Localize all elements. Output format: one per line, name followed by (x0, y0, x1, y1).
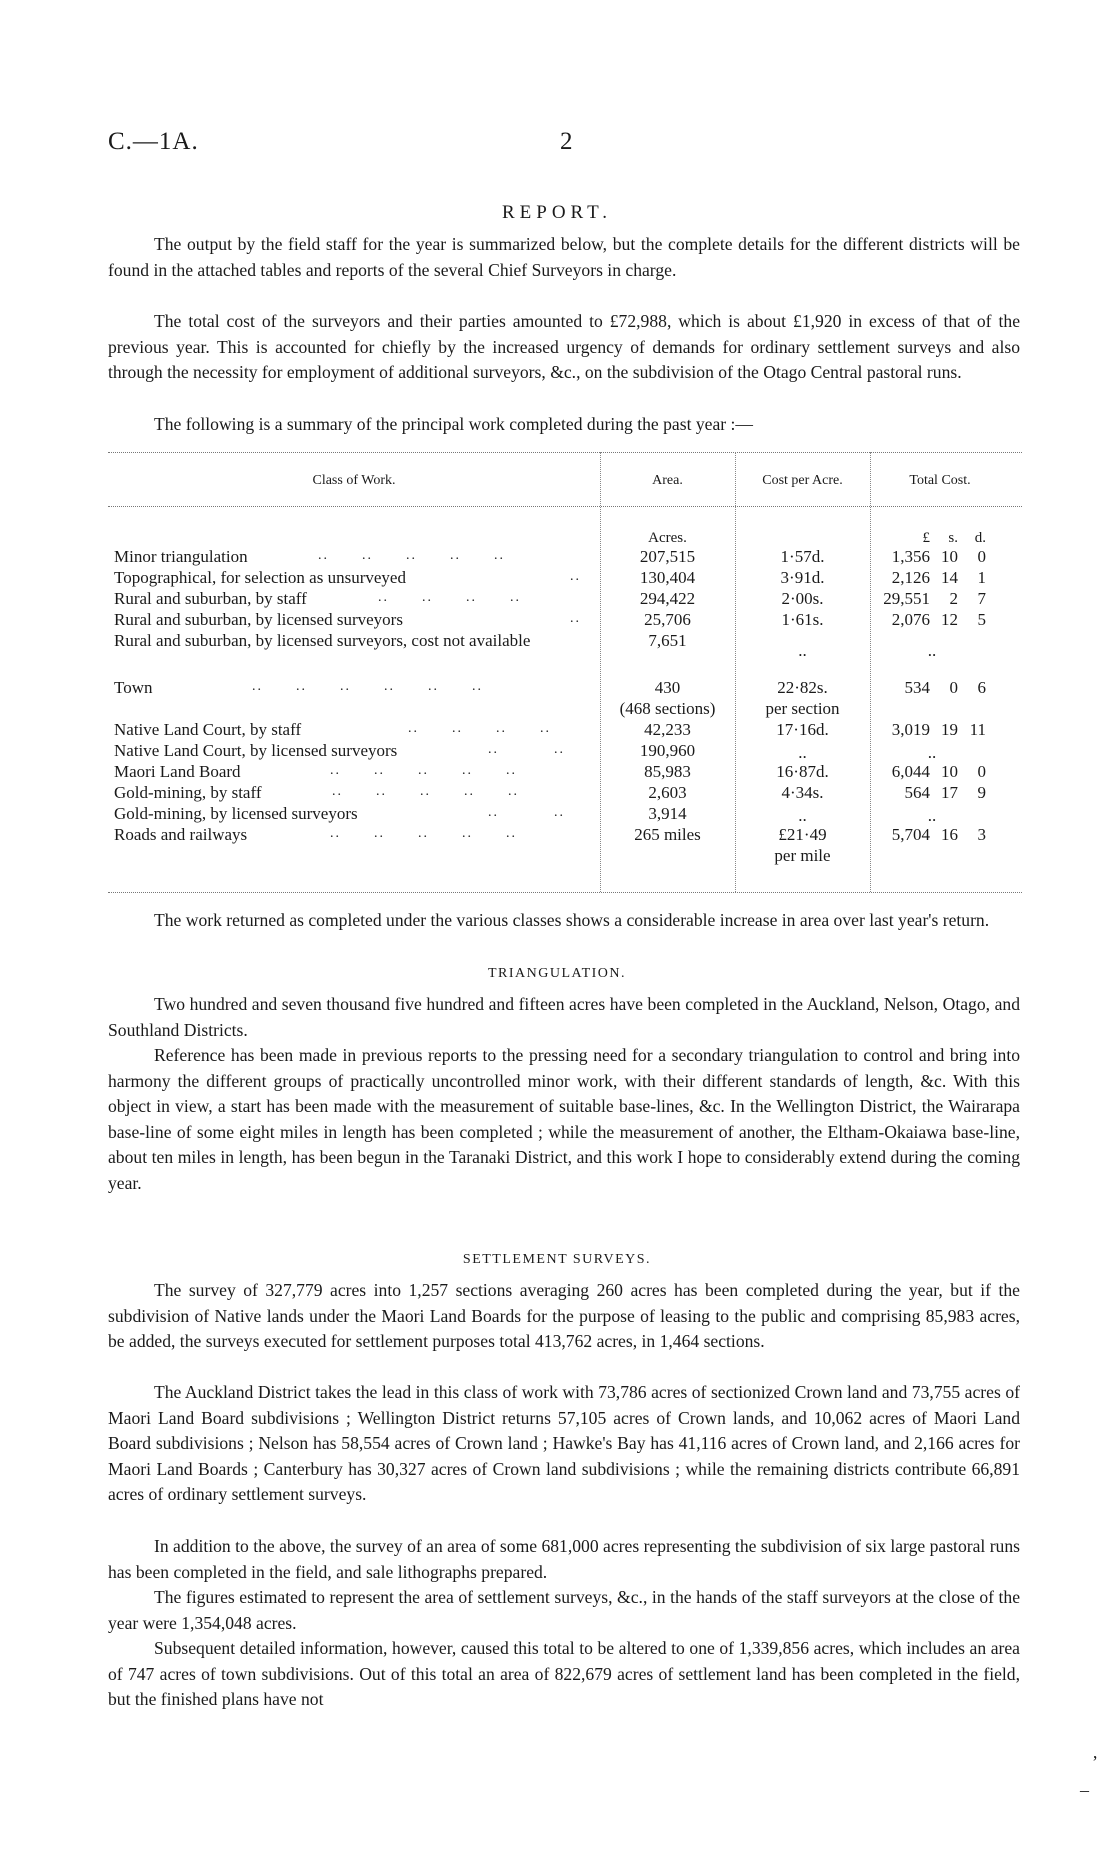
row-label: Town (114, 678, 153, 697)
row-cost: 16·87d. (776, 762, 829, 781)
row-total-pounds: 2,126 (891, 568, 930, 587)
header-cost-per-acre: Cost per Acre. (762, 473, 843, 488)
header-area: Area. (652, 473, 683, 488)
row-total-pence: 9 (977, 783, 986, 802)
row-area: 25,706 (644, 610, 691, 629)
row-total-pounds: 29,551 (883, 589, 930, 608)
row-area: 430 (654, 678, 681, 697)
row-cost: .. (798, 743, 807, 762)
margin-mark: ’ (1092, 1752, 1098, 1772)
row-total: .. (927, 743, 937, 762)
settlement-paragraph-2: The Auckland District takes the lead in this class of work with 73,786 acres of sectionized Crown land and 73,755 acres of Maori Land Board subdivisions ; Wellington District returns 57,105 acres of Crown lands, and 10,062 acres of Maori Land Board subdivisions ; Nelson has 58,554 acres of Crown land ; Hawke's Bay has 41,116 acres of Crown land, and 2,166 acres for Maori Land Boards ; Canterbury has 30,327 acres of Crown land subdivisions ; while the remaining districts contribute 66,891 acres of ordinary settlement surveys. (108, 1382, 1020, 1505)
row-area: 130,404 (639, 568, 696, 587)
document-reference: C.—1A. (108, 128, 199, 155)
row-cost: 3·91d. (780, 568, 825, 587)
leader-dots: .. .. .. .. .. (330, 826, 517, 841)
unit-pounds: £ (922, 530, 930, 546)
row-total-pounds: 1,356 (891, 547, 930, 566)
row-total-pence: 5 (977, 610, 986, 629)
row-label: Gold-mining, by staff (114, 783, 262, 802)
settlement-paragraph-4: The figures estimated to represent the area of settlement surveys, &c., in the hands of the staff surveyors at the close of the year were 1,354,048 acres. (108, 1587, 1020, 1633)
settlement-paragraph-3: In addition to the above, the survey of an area of some 681,000 acres representing the subdivision of six large pastoral runs has been completed in the field, and sale lithographs prepared. (108, 1536, 1020, 1582)
leader-dots: .. .. .. .. .. (332, 784, 519, 799)
header-class-of-work: Class of Work. (312, 473, 396, 488)
leader-dots: .. .. .. .. (408, 721, 551, 736)
row-cost: .. (798, 806, 807, 825)
row-total-shillings: 19 (941, 720, 958, 739)
row-label: Topographical, for selection as unsurveyed (114, 568, 406, 587)
leader-dots: .. .. .. .. .. .. (252, 679, 483, 694)
row-area: 85,983 (644, 762, 691, 781)
row-area-note: (468 sections) (619, 699, 716, 718)
row-total-pounds: 564 (904, 783, 930, 802)
settlement-paragraph-5: Subsequent detailed information, however, caused this total to be altered to one of 1,339,856 acres, which includes an area of 747 acres of town subdivisions. Out of this total an area of 822,679 acres of settlement land has been completed in the field, but the finished plans have not (108, 1638, 1020, 1710)
row-label: Roads and railways (114, 825, 248, 844)
row-total-pounds: 6,044 (891, 762, 930, 781)
row-cost: 1·61s. (781, 610, 824, 629)
row-total-shillings: 10 (941, 547, 958, 566)
row-total-pounds: 534 (904, 678, 930, 697)
row-label: Native Land Court, by staff (114, 720, 302, 739)
triangulation-paragraph-1: Two hundred and seven thousand five hundred and fifteen acres have been completed in the Auckland, Nelson, Otago, and Southland Districts. (108, 994, 1020, 1040)
row-label: Gold-mining, by licensed surveyors (114, 804, 358, 823)
row-total-pounds: 2,076 (891, 610, 930, 629)
row-total-shillings: 17 (941, 783, 958, 802)
row-total-shillings: 14 (941, 568, 958, 587)
table-bottom-rule (108, 892, 1022, 893)
table-top-rule (108, 452, 1022, 453)
leader-dots: .. (570, 611, 581, 626)
leader-dots: .. .. .. .. .. (330, 763, 517, 778)
margin-mark: – (1080, 1780, 1089, 1800)
row-area: 42,233 (644, 720, 691, 739)
row-total-pence: 3 (977, 825, 986, 844)
row-total-shillings: 10 (941, 762, 958, 781)
row-total-shillings: 12 (941, 610, 958, 629)
intro-paragraph-2: The total cost of the surveyors and their parties amounted to £72,988, which is about £1,920 in excess of that of the previous year. This is accounted for chiefly by the increased urgency of demands for ordinary settlement surveys and also through the necessity for employment of additional surveyors, &c., on the subdivision of the Otago Central pastoral runs. (108, 311, 1020, 383)
row-total-pounds: 5,704 (891, 825, 930, 844)
page-number: 2 (560, 128, 573, 155)
row-total-pence: 0 (977, 547, 986, 566)
row-cost: .. (798, 641, 807, 660)
row-area: 7,651 (648, 631, 687, 650)
row-total: .. (927, 641, 937, 660)
row-label: Rural and suburban, by licensed surveyors (114, 610, 403, 629)
section-heading-settlement-surveys: SETTLEMENT SURVEYS. (462, 1252, 652, 1267)
row-total-pence: 1 (977, 568, 986, 587)
intro-paragraph-3: The following is a summary of the principal work completed during the past year :— (154, 414, 754, 434)
row-cost: £21·49 (778, 825, 827, 844)
row-total-shillings: 16 (941, 825, 958, 844)
row-total-pence: 7 (977, 589, 986, 608)
row-cost-note: per mile (774, 846, 831, 865)
row-cost: 1·57d. (780, 547, 825, 566)
row-area: 265 miles (634, 825, 701, 844)
settlement-paragraph-1: The survey of 327,779 acres into 1,257 sections averaging 260 acres has been completed during the year, but if the subdivision of Native lands under the Maori Land Boards for the purpose of leasing to the public and comprising 85,983 acres, be added, the surveys executed for settlement purposes total 413,762 acres, in 1,464 sections. (108, 1280, 1020, 1352)
row-label: Rural and suburban, by staff (114, 589, 307, 608)
row-cost: 17·16d. (776, 720, 829, 739)
row-area: 207,515 (639, 547, 696, 566)
row-total-pence: 11 (969, 720, 986, 739)
leader-dots: .. .. .. .. .. (318, 548, 505, 563)
row-area: 2,603 (648, 783, 687, 802)
row-cost: 22·82s. (777, 678, 828, 697)
triangulation-paragraph-2: Reference has been made in previous reports to the pressing need for a secondary triangulation to control and bring into harmony the different groups of practically uncontrolled minor work, with their different standards of length, &c. With this object in view, a start has been made with the measurement of suitable base-lines, &c. In the Wellington District, the Wairarapa base-line of some eight miles in length has been completed ; while the measurement of another, the Eltham-Okaiawa base-line, about ten miles in length, has been begun in the Taranaki District, and this work I hope to considerably extend during the coming year. (108, 1045, 1020, 1193)
row-label: Maori Land Board (114, 762, 241, 781)
row-label: Native Land Court, by licensed surveyors (114, 741, 398, 760)
row-total-shillings: 0 (949, 678, 958, 697)
unit-pence: d. (974, 530, 986, 546)
row-total: .. (927, 806, 937, 825)
row-label: Rural and suburban, by licensed surveyors, cost not available (114, 631, 531, 650)
report-title: REPORT. (501, 202, 613, 223)
unit-acres: Acres. (648, 530, 687, 546)
leader-dots: .. .. (488, 805, 565, 820)
row-total-shillings: 2 (949, 589, 958, 608)
unit-shillings: s. (948, 530, 958, 546)
row-area: 294,422 (639, 589, 696, 608)
section-heading-triangulation: TRIANGULATION. (487, 966, 627, 981)
row-total-pence: 0 (977, 762, 986, 781)
row-total-pounds: 3,019 (891, 720, 930, 739)
row-cost-note: per section (765, 699, 840, 718)
row-cost: 2·00s. (781, 589, 824, 608)
intro-paragraph-1: The output by the field staff for the year is summarized below, but the complete details for the different districts will be found in the attached tables and reports of the several Chief Surveyors in charge. (108, 234, 1020, 280)
row-cost: 4·34s. (781, 783, 824, 802)
header-total-cost: Total Cost. (909, 473, 971, 488)
table-header-rule (108, 506, 1022, 507)
row-total-pence: 6 (977, 678, 986, 697)
after-table-paragraph: The work returned as completed under the various classes shows a considerable increase in area over last year's return. (154, 910, 990, 930)
leader-dots: .. .. (488, 742, 565, 757)
row-label: Minor triangulation (114, 547, 248, 566)
row-area: 3,914 (648, 804, 687, 823)
leader-dots: .. (570, 569, 581, 584)
row-area: 190,960 (639, 741, 696, 760)
leader-dots: .. .. .. .. (378, 590, 521, 605)
